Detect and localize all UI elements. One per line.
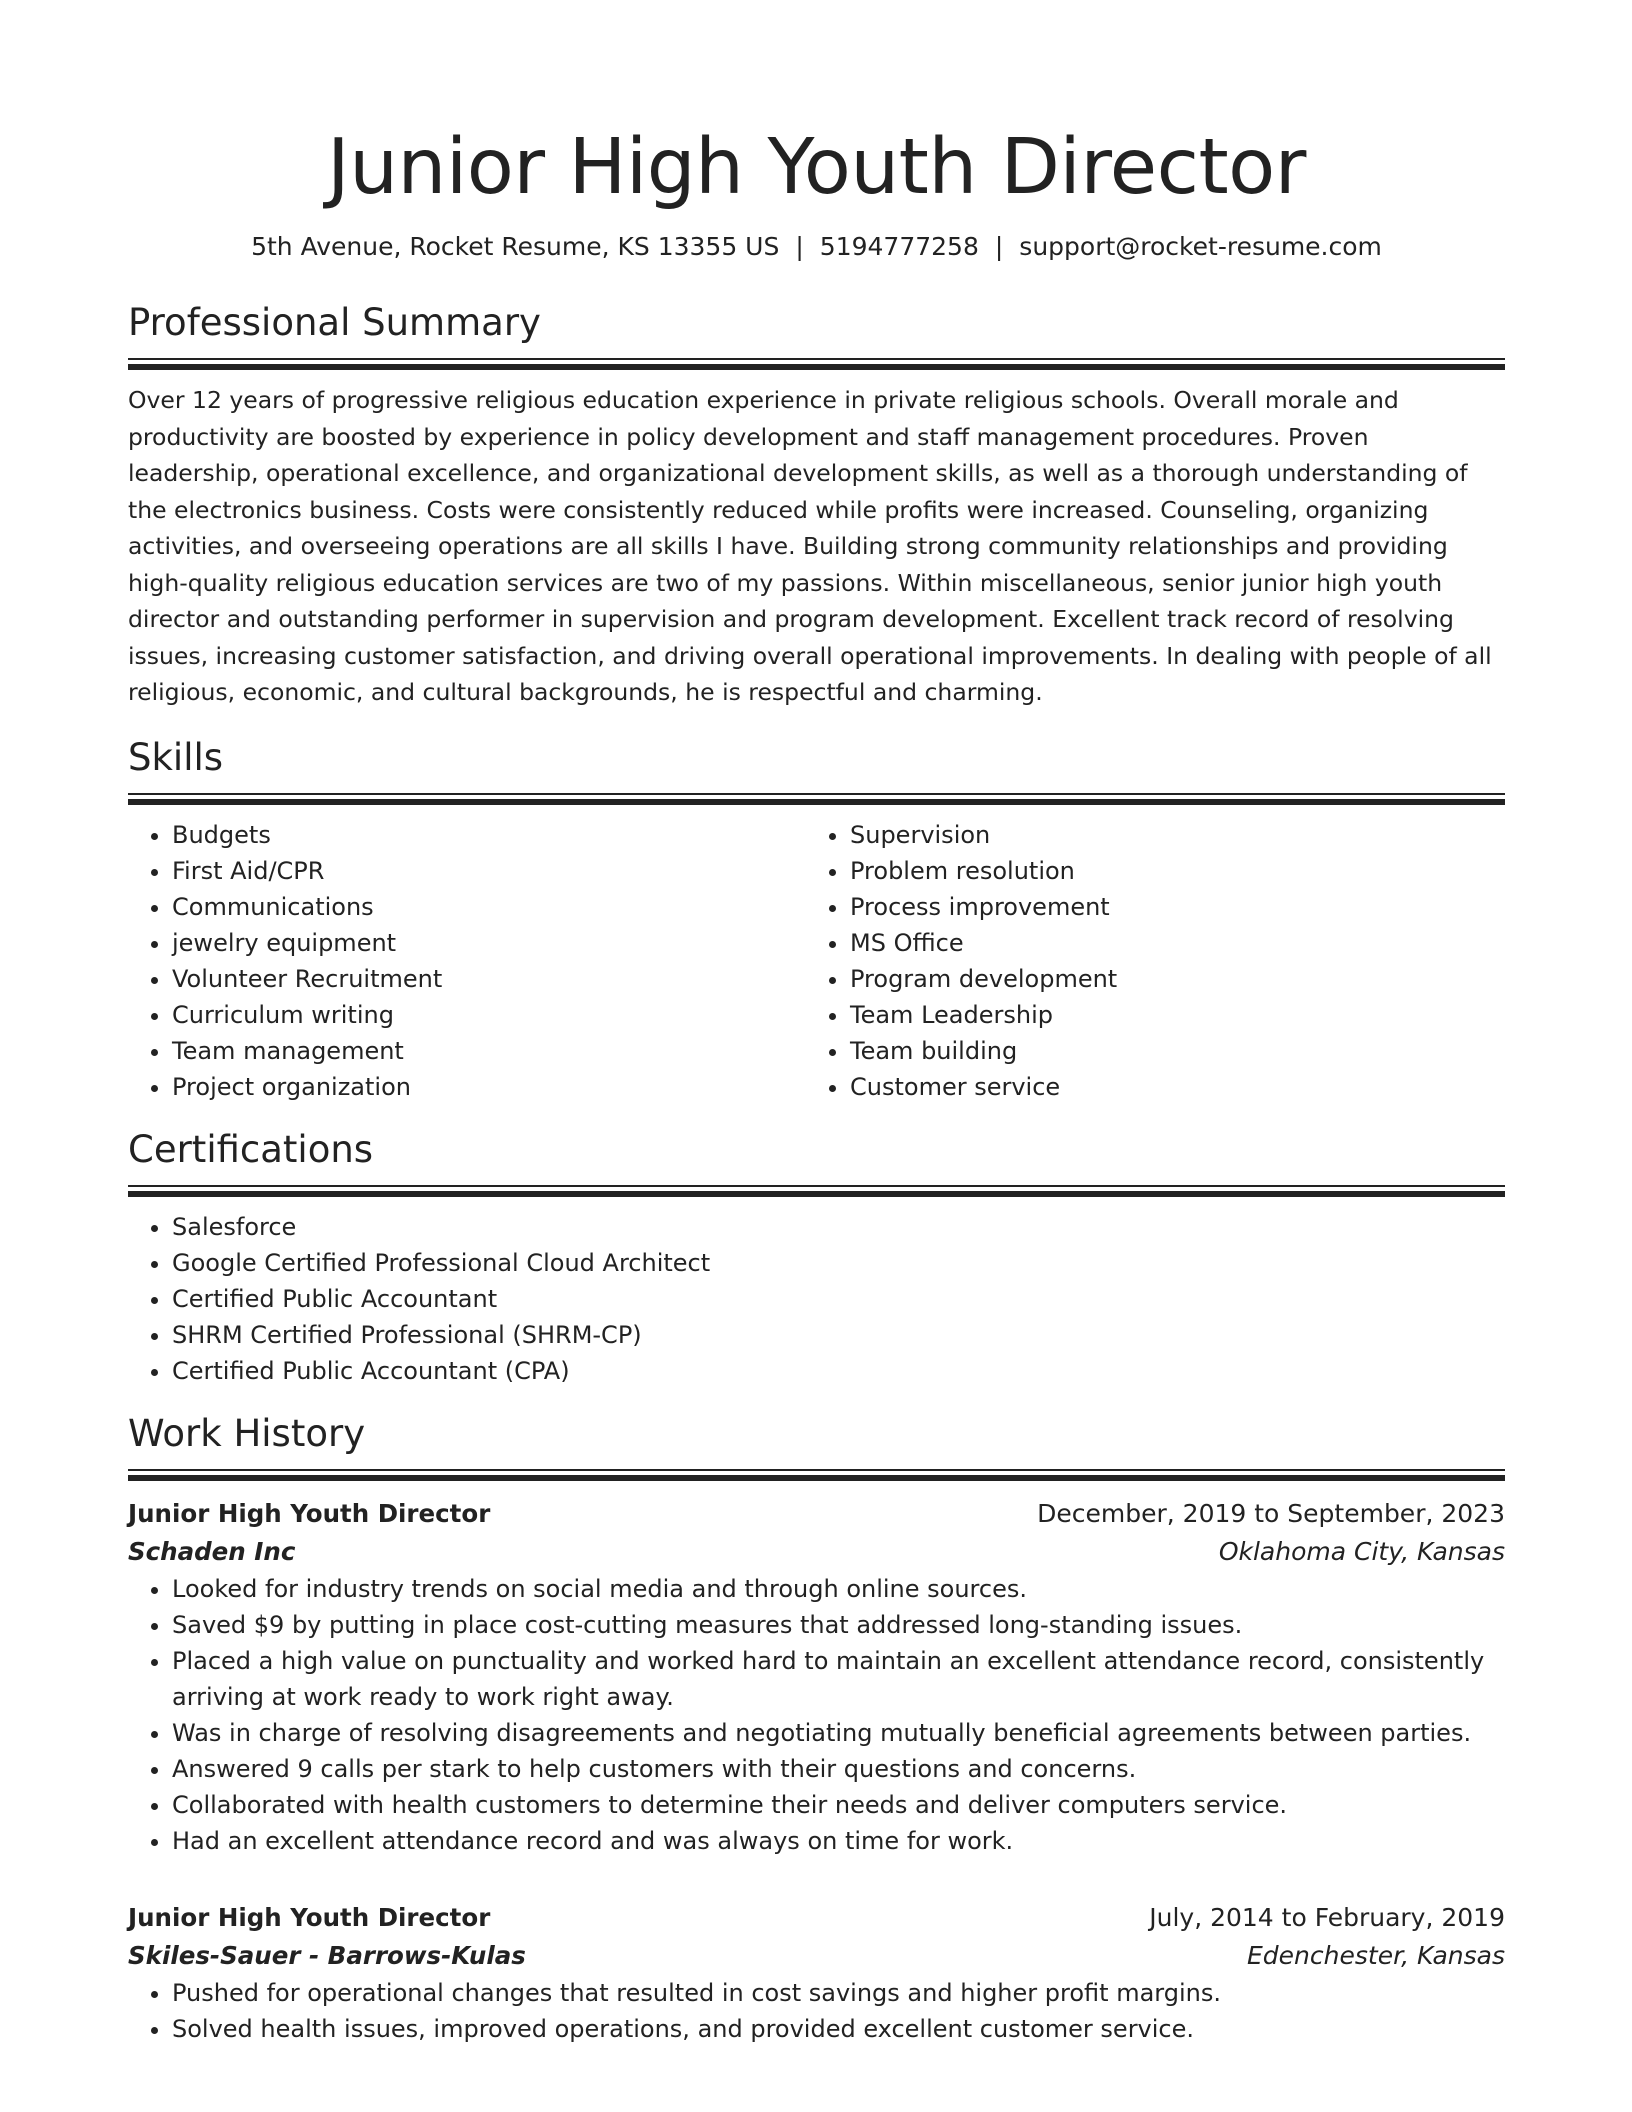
skill-item: • Team management: [172, 1033, 806, 1069]
contact-line: [128, 230, 1505, 264]
skills-list-left: [128, 817, 806, 1105]
certification-item: • Google Certified Professional Cloud Architect: [172, 1245, 1505, 1281]
skills-list-right: [806, 817, 1484, 1105]
skill-item: • Problem resolution: [850, 853, 1484, 889]
job-company: Schaden Inc: [128, 1536, 296, 1566]
certifications-list: [128, 1209, 1505, 1389]
skill-item: • MS Office: [850, 925, 1484, 961]
certification-item: • SHRM Certified Professional (SHRM-CP): [172, 1317, 1505, 1353]
job-duty-item: • Saved $9 by putting in place cost-cutting measures that addressed long-standing issues.: [172, 1607, 1505, 1643]
skill-item: • Team building: [850, 1033, 1484, 1069]
contact-address: 5th Avenue, Rocket Resume, KS 13355 US: [251, 232, 780, 261]
certifications-section: [128, 1127, 1505, 1389]
job-company: Skiles-Sauer - Barrows-Kulas: [128, 1940, 526, 1970]
work-history-heading: Work History: [128, 1411, 366, 1455]
skill-item: • Team Leadership: [850, 997, 1484, 1033]
resume-page: [128, 0, 1505, 2047]
job-entry: [128, 1899, 1505, 2047]
job-duty-item: • Solved health issues, improved operations, and provided excellent customer service.: [172, 2011, 1505, 2047]
skill-item: • Program development: [850, 961, 1484, 997]
job-title: Junior High Youth Director: [128, 1902, 491, 1932]
job-duty-item: • Looked for industry trends on social media and through online sources.: [172, 1571, 1505, 1607]
skill-item: • Curriculum writing: [172, 997, 806, 1033]
skill-item: • Supervision: [850, 817, 1484, 853]
skills-column-left: [128, 817, 806, 1105]
summary-text: Over 12 years of progressive religious education experience in private religious schools. Overall morale and productivity are boosted by experience in policy development and staff management procedures. Proven leadership, operational excellence, and organizational development skills, as well as a thorough understanding of the electronics business. Costs were consistently reduced while profits were increased. Counseling, organizing activities, and overseeing operations are all skills I have. Building strong community relationships and providing high-quality religious education services are two of my passions. Within miscellaneous, senior junior high youth director and outstanding performer in supervision and program development. Excellent track record of resolving issues, increasing customer satisfaction, and driving overall operational improvements. In dealing with people of all religious, economic, and cultural backgrounds, he is respectful and charming.: [128, 386, 1492, 706]
job-dates: July, 2014 to February, 2019: [1149, 1902, 1505, 1932]
skills-heading: Skills: [128, 735, 224, 779]
summary-heading: Professional Summary: [128, 301, 541, 344]
job-duty-item: • Answered 9 calls per stark to help customers with their questions and concerns.: [172, 1751, 1505, 1787]
job-duty-item: • Had an excellent attendance record and was always on time for work.: [172, 1823, 1505, 1859]
skill-item: • First Aid/CPR: [172, 853, 806, 889]
job-location: Edenchester, Kansas: [1247, 1940, 1505, 1970]
job-duty-item: • Placed a high value on punctuality and worked hard to maintain an excellent attendance record, consistently arriving at work ready to work right away.: [172, 1643, 1505, 1715]
summary-section: [128, 300, 1505, 711]
job-duty-item: • Collaborated with health customers to determine their needs and deliver computers service.: [172, 1787, 1505, 1823]
job-duty-item: • Pushed for operational changes that resulted in cost savings and higher profit margins.: [172, 1975, 1505, 2011]
certification-item: • Certified Public Accountant (CPA): [172, 1353, 1505, 1389]
contact-separator: |: [795, 232, 804, 261]
certification-item: • Salesforce: [172, 1209, 1505, 1245]
skills-column-right: [806, 817, 1484, 1105]
certification-item: • Certified Public Accountant: [172, 1281, 1505, 1317]
skills-columns: [128, 817, 1505, 1105]
section-divider: [128, 1469, 1505, 1481]
job-company-row: [128, 1937, 1505, 1975]
skill-item: • jewelry equipment: [172, 925, 806, 961]
work-history-section: [128, 1411, 1505, 2047]
contact-separator: |: [994, 232, 1004, 261]
job-duties-list: [128, 1975, 1505, 2047]
skill-item: • Customer service: [850, 1069, 1484, 1105]
job-dates: December, 2019 to September, 2023: [1037, 1498, 1505, 1528]
job-duties-list: [128, 1571, 1505, 1859]
job-duty-item: • Was in charge of resolving disagreements and negotiating mutually beneficial agreements between parties.: [172, 1715, 1505, 1751]
skills-section: [128, 735, 1505, 1105]
contact-phone: 5194777258: [819, 232, 979, 261]
job-title-row: [128, 1899, 1505, 1937]
skill-item: • Budgets: [172, 817, 806, 853]
job-entry: [128, 1495, 1505, 1859]
skill-item: • Volunteer Recruitment: [172, 961, 806, 997]
skill-item: • Communications: [172, 889, 806, 925]
skill-item: • Project organization: [172, 1069, 806, 1105]
job-location: Oklahoma City, Kansas: [1218, 1536, 1505, 1566]
contact-email: support@rocket-resume.com: [1019, 232, 1382, 261]
section-divider: [128, 1185, 1505, 1197]
resume-name: Junior High Youth Director: [327, 123, 1306, 212]
job-company-row: [128, 1533, 1505, 1571]
section-divider: [128, 358, 1505, 370]
job-title: Junior High Youth Director: [128, 1498, 491, 1528]
skill-item: • Process improvement: [850, 889, 1484, 925]
certifications-heading: Certifications: [128, 1127, 374, 1171]
job-title-row: [128, 1495, 1505, 1533]
section-divider: [128, 793, 1505, 805]
